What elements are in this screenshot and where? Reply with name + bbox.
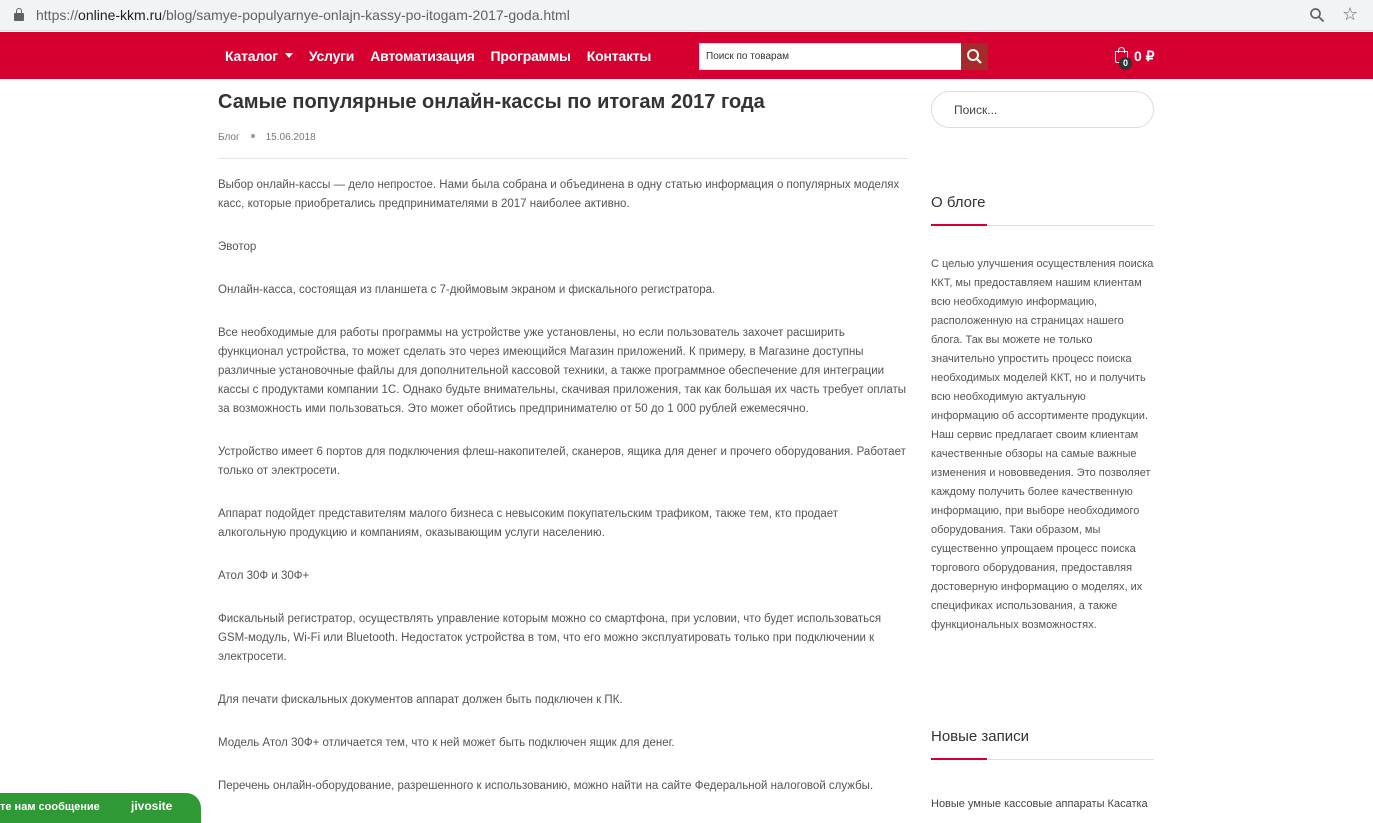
nav-item-automation[interactable]: Автоматизация: [370, 47, 475, 64]
article-paragraph: Эвотор: [218, 241, 257, 253]
article-category-link[interactable]: Блог: [218, 132, 240, 143]
recent-widget-title: Новые записи: [931, 728, 1030, 745]
title-divider: [218, 158, 908, 159]
nav-item-contacts[interactable]: Контакты: [586, 47, 652, 64]
jivosite-logo: jivosite: [131, 799, 173, 813]
meta-separator-dot: [251, 134, 255, 138]
article-paragraph: Выбор онлайн-кассы — дело непростое. Нами была собрана и объединена в одну статью информация о популярных моделях касс, которые приобретались предпринимателями в 2017 наиболее активно.: [218, 179, 900, 210]
article-title: Самые популярные онлайн-кассы по итогам 2017 года: [218, 91, 765, 113]
nav-item-programs[interactable]: Программы: [490, 47, 571, 64]
url-prefix: https://: [36, 7, 79, 23]
article-paragraph: Аппарат подойдет представителям малого бизнеса с невысоким покупательским трафиком, также тем, кто продает алкогольную продукцию и компаниям, оказывающим услуги населению.: [218, 508, 839, 539]
article-content: [218, 176, 908, 820]
nav-item-label: Каталог: [225, 47, 278, 64]
lock-icon: [14, 8, 24, 21]
about-widget-title: О блоге: [931, 194, 986, 211]
sidebar-search-box: [931, 91, 1154, 128]
search-icon: [961, 43, 988, 70]
url-text[interactable]: [36, 6, 570, 24]
article-paragraph: Устройство имеет 6 портов для подключения флеш-накопителей, сканеров, ящика для денег и прочего оборудования. Работает только от электросети.: [218, 446, 906, 477]
recent-post-link[interactable]: Новые умные кассовые аппараты Касатка: [931, 798, 1148, 810]
recent-widget-divider: [931, 759, 1154, 760]
article-paragraph: Для печати фискальных документов аппарат должен быть подключен к ПК.: [218, 694, 623, 706]
article-paragraph: Фискальный регистратор, осуществлять управление которым можно со смартфона, при условии, что будет использоваться GSM-модуль, Wi-Fi или Bluetooth. Недостаток устройства в том, что его можно эксплуатировать только при подключении к электросети.: [218, 613, 882, 663]
article-date: 15.06.2018: [265, 132, 316, 143]
product-search-box: [699, 43, 962, 70]
site-header: [0, 32, 1373, 79]
caret-down-icon: [285, 53, 293, 58]
url-domain: online-kkm.ru: [78, 7, 163, 23]
url-path: /blog/samye-populyarnye-onlajn-kassy-po-itogam-2017-goda.html: [162, 7, 570, 23]
product-search-input[interactable]: [700, 44, 961, 69]
bookmark-star-icon[interactable]: ☆: [1342, 4, 1359, 25]
cart-count-badge: 0: [1119, 57, 1132, 70]
main-nav: [225, 32, 667, 79]
about-widget-text: С целью улучшения осуществления поиска ККТ, мы предоставляем нашим клиентам всю необходимую информацию, расположенную на страницах нашего блога. Так вы можете не только значительно упростить процесс поиска необходимых моделей ККТ, но и получить всю необходимую актуальную информацию об ассортименте продукции. Наш сервис предлагает своим клиентам качественные обзоры на самые важные изменения и нововведения. Это позволяет каждому получить более качественную информацию, при выборе необходимого оборудования. Таки образом, мы существенно упрощаем процесс поиска торгового оборудования, предоставляя достоверную информацию о моделях, их спецификах использования, а также функциональных возможностях.: [931, 258, 1154, 631]
article-paragraph: Перечень онлайн-оборудование, разрешенного к использованию, можно найти на сайте Федеральной налоговой службы.: [218, 780, 874, 792]
article-paragraph: Атол 30Ф и 30Ф+: [218, 570, 310, 582]
nav-item-catalog[interactable]: [225, 48, 293, 64]
chat-widget[interactable]: [0, 793, 201, 823]
chat-widget-label: те нам сообщение: [0, 801, 100, 813]
article-paragraph: Модель Атол 30Ф+ отличается тем, что к ней может быть подключен ящик для денег.: [218, 737, 675, 749]
nav-item-services[interactable]: Услуги: [308, 47, 355, 64]
product-search-button[interactable]: [961, 43, 988, 70]
article-meta: [218, 131, 316, 145]
article-paragraph: Все необходимые для работы программы на устройстве уже установлены, но если пользователь захочет расширить функционал устройства, то может сделать это через имеющийся Магазин приложений. К примеру, в Магазине доступны различные установочные файлы для дополнительной кассовой техники, а также программное обеспечение для интеграции кассы с продуктами компании 1С. Однако будьте внимательны, скачивая приложения, так как большая их часть требует оплаты за возможность ими пользоваться. Это может обойтись предпринимателю от 50 до 1 000 рублей ежемесячно.: [218, 327, 907, 415]
browser-address-bar[interactable]: [0, 0, 1373, 31]
cart-button[interactable]: [1112, 46, 1162, 70]
article-paragraph: Онлайн-касса, состоящая из планшета с 7-дюймовым экраном и фискального регистратора.: [218, 284, 716, 296]
cart-total: 0 ₽: [1134, 48, 1155, 64]
sidebar-search-input[interactable]: [932, 92, 1153, 127]
zoom-icon[interactable]: [1309, 7, 1325, 23]
about-widget-divider: [931, 225, 1154, 226]
